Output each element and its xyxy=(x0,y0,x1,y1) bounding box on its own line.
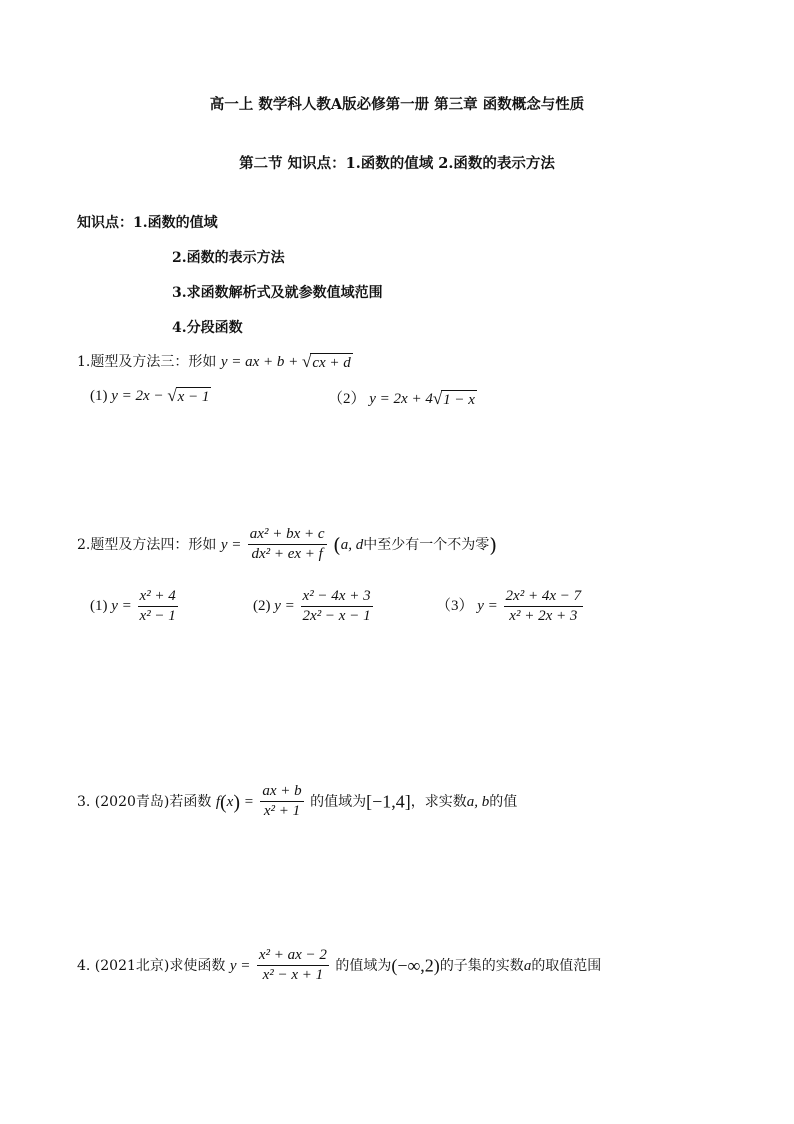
q2-sub2-den: 2x² − x − 1 xyxy=(302,608,371,625)
q2-sub3-label: （3） xyxy=(436,598,474,615)
q3-mid: 的值域为 xyxy=(310,793,367,810)
knowledge-label-text: 知识点： xyxy=(77,215,133,231)
q2-sub1-num: x² + 4 xyxy=(138,588,178,607)
knowledge-item-2: 2.函数的表示方法 xyxy=(172,250,285,266)
q3-num: ax + b xyxy=(260,783,303,802)
question-1-sub2 xyxy=(328,387,477,409)
q4-range: (−∞,2) xyxy=(391,955,440,976)
q2-sub3-num: 2x² + 4x − 7 xyxy=(504,588,584,607)
q1-sub2-expr: y = 2x + 4 √ 1 − x xyxy=(369,389,475,409)
knowledge-item-4: 4.分段函数 xyxy=(172,320,243,336)
q3-den: x² + 1 xyxy=(263,803,301,820)
q1-sub1-label: (1) xyxy=(90,387,108,404)
q2-sub3-den: x² + 2x + 3 xyxy=(509,608,578,625)
q2-form-num: ax² + bx + c xyxy=(248,526,327,545)
question-4: 4. (2021北京)求使函数 y = $\frac{\text{x² + ax − 2}}{\text{x² − x + 1}}$ 的值域为(−∞,2)的子集的实数a的取值范围 xyxy=(77,947,602,984)
q2-sub2-label: (2) xyxy=(253,598,271,615)
question-2-sub2: (2) y = $\frac{\text{x² − 4x + 3}}{\text{2x² − x − 1}}$ xyxy=(253,588,371,625)
question-2-header: 2.题型及方法四：形如 y = $\frac{\text{ax² + bx + c}}{\text{dx² + ex + f}}$ (a, d中至少有一个不为零) xyxy=(77,526,498,563)
q2-sub1-den: x² − 1 xyxy=(139,608,176,625)
q2-sub1-label: (1) xyxy=(90,598,108,615)
question-2-sub1: (1) y = $\frac{\text{x² + 4}}{\text{x² − 1}}$ xyxy=(90,588,176,625)
q2-sub2-num: x² − 4x + 3 xyxy=(301,588,373,607)
q1-sub1-expr: y = 2x − √ x − 1 xyxy=(111,386,210,405)
q4-num: x² + ax − 2 xyxy=(257,947,329,966)
q4-suffix: 的子集的实数 xyxy=(439,957,524,974)
question-3: 3. (2020青岛)若函数 f(x) = $\frac{ax + b}{\text{x² + 1}}$ 的值域为[−1,4]，求实数a, b的值 xyxy=(77,783,518,820)
question-2-sub3: （3） y = $\frac{\text{2x² + 4x − 7}}{\text{x² + 2x + 3}}$ xyxy=(436,588,582,625)
q4-mid: 的值域为 xyxy=(335,957,392,974)
knowledge-label xyxy=(77,212,218,232)
question-2-form-fraction xyxy=(248,526,327,564)
q1-sub2-label: （2） xyxy=(328,391,366,407)
question-4-prefix: 4. (2021北京)求使函数 xyxy=(77,957,226,974)
question-1-header xyxy=(77,351,353,372)
q3-suffix: ，求实数 xyxy=(410,793,467,810)
q4-den: x² − x + 1 xyxy=(262,967,324,984)
section-subtitle: 第二节 知识点：1.函数的值域 2.函数的表示方法 xyxy=(239,155,555,172)
question-3-prefix: 3. (2020青岛)若函数 xyxy=(77,793,212,810)
q3-vars: a, b xyxy=(466,793,490,810)
question-1-sub1 xyxy=(90,387,211,406)
question-1-form: y = ax + b + √ cx + d xyxy=(220,352,351,372)
q4-var: a xyxy=(523,957,532,974)
q2-form-den: dx² + ex + f xyxy=(251,546,323,563)
q2-condition: 中至少有一个不为零 xyxy=(363,536,490,553)
knowledge-item-3: 3.求函数解析式及就参数值域范围 xyxy=(172,285,383,301)
q3-end: 的值 xyxy=(489,793,518,810)
q4-end: 的取值范围 xyxy=(531,957,602,974)
question-1-prefix: 1.题型及方法三：形如 xyxy=(77,354,217,370)
question-2-prefix: 2.题型及方法四：形如 xyxy=(77,536,217,553)
knowledge-item-1: 1.函数的值域 xyxy=(133,215,218,231)
page-title: 高一上 数学科人教A版必修第一册 第三章 函数概念与性质 xyxy=(209,96,585,113)
q3-range: [−1,4] xyxy=(366,791,411,812)
